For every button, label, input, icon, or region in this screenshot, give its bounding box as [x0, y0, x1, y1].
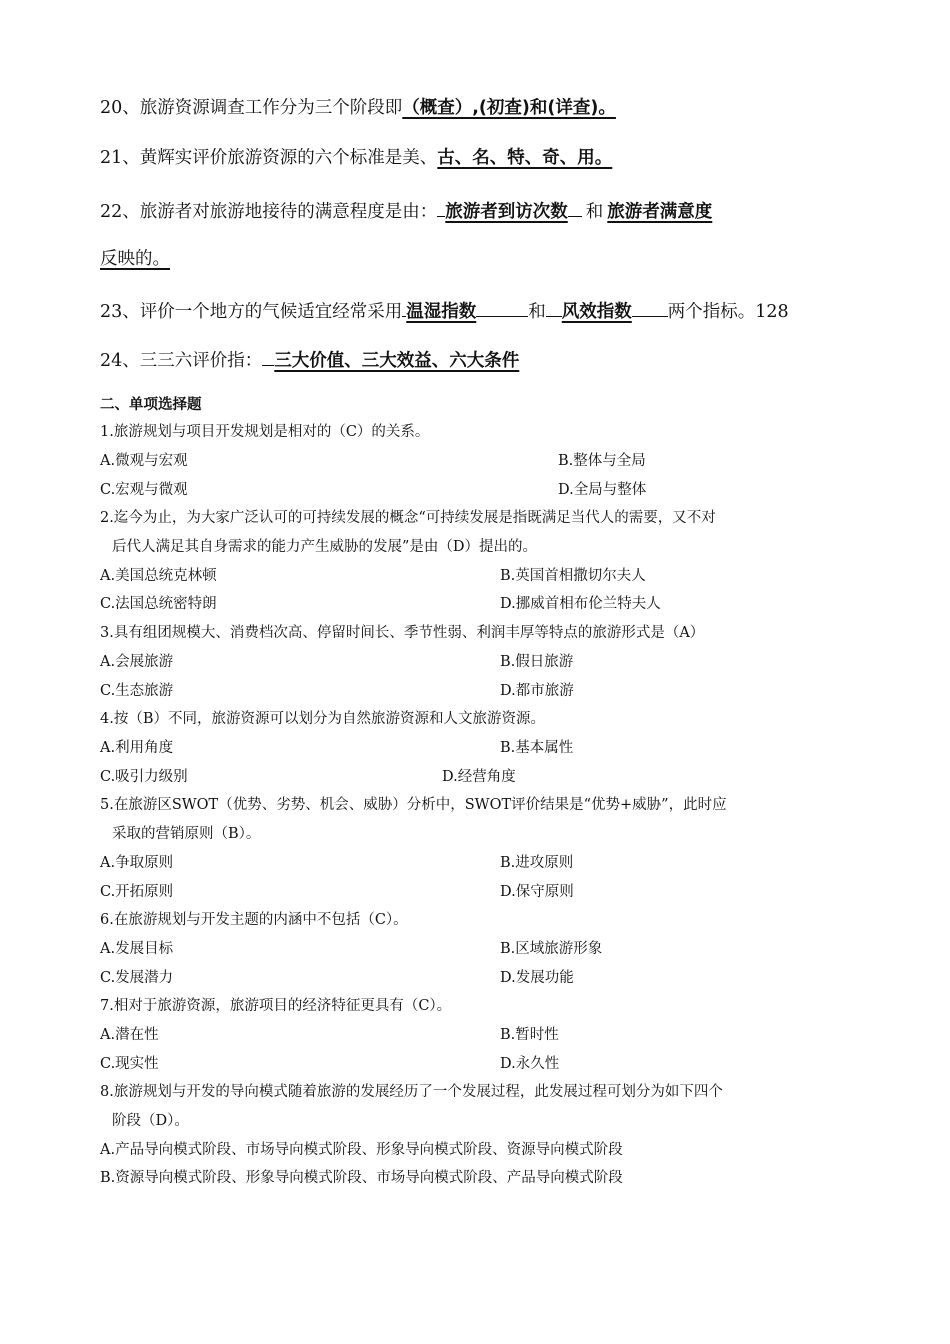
fill-item-24: [100, 345, 519, 373]
question-5-option-c: C.开拓原则: [100, 884, 174, 900]
question-7-option-b: B.暂时性: [500, 1027, 559, 1043]
question-8-stem: [100, 1078, 835, 1135]
item-number: 22、: [100, 202, 140, 222]
question-2-option-d: D.挪威首相布伦兰特夫人: [500, 596, 661, 612]
question-3-option-b: B.假日旅游: [500, 654, 574, 670]
question-1-option-d: D.全局与整体: [558, 482, 647, 498]
question-4-stem: 4.按（B）不同，旅游资源可以划分为自然旅游资源和人文旅游资源。: [100, 711, 545, 727]
question-5-option-d: D.保守原则: [500, 884, 574, 900]
question-4-option-d: D.经营角度: [442, 769, 516, 785]
question-4-option-a: A.利用角度: [100, 740, 174, 756]
item-number: 23、: [100, 302, 140, 322]
question-3-option-d: D.都市旅游: [500, 683, 574, 699]
question-1-option-b: B.整体与全局: [558, 453, 646, 469]
item-text: 旅游资源调查工作分为三个阶段即: [139, 98, 403, 118]
item-answer-2: 风效指数: [561, 302, 632, 322]
stem-line-1: 8.旅游规划与开发的导向模式随着旅游的发展经历了一个发展过程，此发展过程可划分为如下四个: [100, 1084, 723, 1100]
question-6-option-a: A.发展目标: [100, 941, 174, 957]
fill-item-20: [100, 96, 616, 120]
question-2-option-c: C.法国总统密特朗: [100, 596, 217, 612]
item-number: 20、: [100, 98, 140, 118]
item-number: 24、: [100, 351, 140, 371]
question-7-stem: 7.相对于旅游资源，旅游项目的经济特征更具有（C）。: [100, 998, 452, 1014]
stem-line-1: 5.在旅游区SWOT（优势、劣势、机会、威胁）分析中，SWOT评价结果是“优势+威胁”，此时应: [100, 797, 727, 813]
question-1-stem: 1.旅游规划与项目开发规划是相对的（C）的关系。: [100, 424, 430, 440]
question-2-option-b: B.英国首相撒切尔夫人: [500, 568, 646, 584]
fill-item-21: [100, 146, 612, 170]
question-3-option-c: C.生态旅游: [100, 683, 174, 699]
item-answer-2: 旅游者满意度: [607, 202, 713, 222]
item-text: 黄辉实评价旅游资源的六个标准是美、: [139, 148, 438, 168]
item-connector: 和: [528, 302, 546, 322]
question-6-stem: 6.在旅游规划与开发主题的内涵中不包括（C）。: [100, 912, 408, 928]
question-4-option-c: C.吸引力级别: [100, 769, 188, 785]
fill-item-23: [100, 296, 789, 324]
stem-line-2: 后代人满足其自身需求的能力产生威胁的发展”是由（D）提出的。: [112, 538, 538, 555]
item-tail: 两个指标。128: [667, 302, 789, 322]
item-answer: （概查）,(初查)和(详查)。: [402, 98, 616, 118]
section-title: 二、单项选择题: [100, 397, 202, 413]
item-connector: 和: [585, 202, 604, 222]
question-7-option-a: A.潜在性: [100, 1027, 159, 1043]
item-text: 旅游者对旅游地接待的满意程度是由：: [139, 202, 438, 222]
question-7-option-d: D.永久性: [500, 1056, 560, 1072]
item-answer-1: 旅游者到访次数: [445, 202, 568, 222]
stem-line-2: 阶段（D）。: [112, 1112, 189, 1129]
item-continuation: 反映的。: [100, 249, 170, 269]
item-answer: 三大价值、三大效益、六大条件: [274, 351, 520, 371]
question-5-option-a: A.争取原则: [100, 855, 174, 871]
question-6-option-b: B.区域旅游形象: [500, 941, 603, 957]
question-1-option-a: A.微观与宏观: [100, 453, 188, 469]
question-2-stem: [100, 504, 835, 561]
question-5-stem: [100, 791, 835, 848]
question-4-option-b: B.基本属性: [500, 740, 574, 756]
item-answer: 古、名、特、奇、用。: [437, 148, 613, 168]
fill-item-22: [100, 196, 712, 224]
question-8-option-a: A.产品导向模式阶段、市场导向模式阶段、形象导向模式阶段、资源导向模式阶段: [100, 1142, 623, 1158]
question-6-option-d: D.发展功能: [500, 970, 574, 986]
question-3-option-a: A.会展旅游: [100, 654, 174, 670]
question-2-option-a: A.美国总统克林顿: [100, 568, 217, 584]
question-8-option-b: B.资源导向模式阶段、形象导向模式阶段、市场导向模式阶段、产品导向模式阶段: [100, 1170, 623, 1186]
question-1-option-c: C.宏观与微观: [100, 482, 188, 498]
item-number: 21、: [100, 148, 140, 168]
item-answer-1: 温湿指数: [406, 302, 477, 322]
stem-line-2: 采取的营销原则（B）。: [112, 825, 261, 842]
item-text: 三三六评价指：: [139, 351, 263, 371]
question-7-option-c: C.现实性: [100, 1056, 159, 1072]
question-6-option-c: C.发展潜力: [100, 970, 174, 986]
question-5-option-b: B.进攻原则: [500, 855, 574, 871]
stem-line-1: 2.迄今为止，为大家广泛认可的可持续发展的概念“可持续发展是指既满足当代人的需要，又不对: [100, 510, 716, 526]
fill-item-22-continued: [100, 247, 170, 271]
question-3-stem: 3.具有组团规模大、消费档次高、停留时间长、季节性弱、利润丰厚等特点的旅游形式是（A）: [100, 625, 705, 641]
item-text: 评价一个地方的气候适宜经常采用: [139, 302, 403, 322]
